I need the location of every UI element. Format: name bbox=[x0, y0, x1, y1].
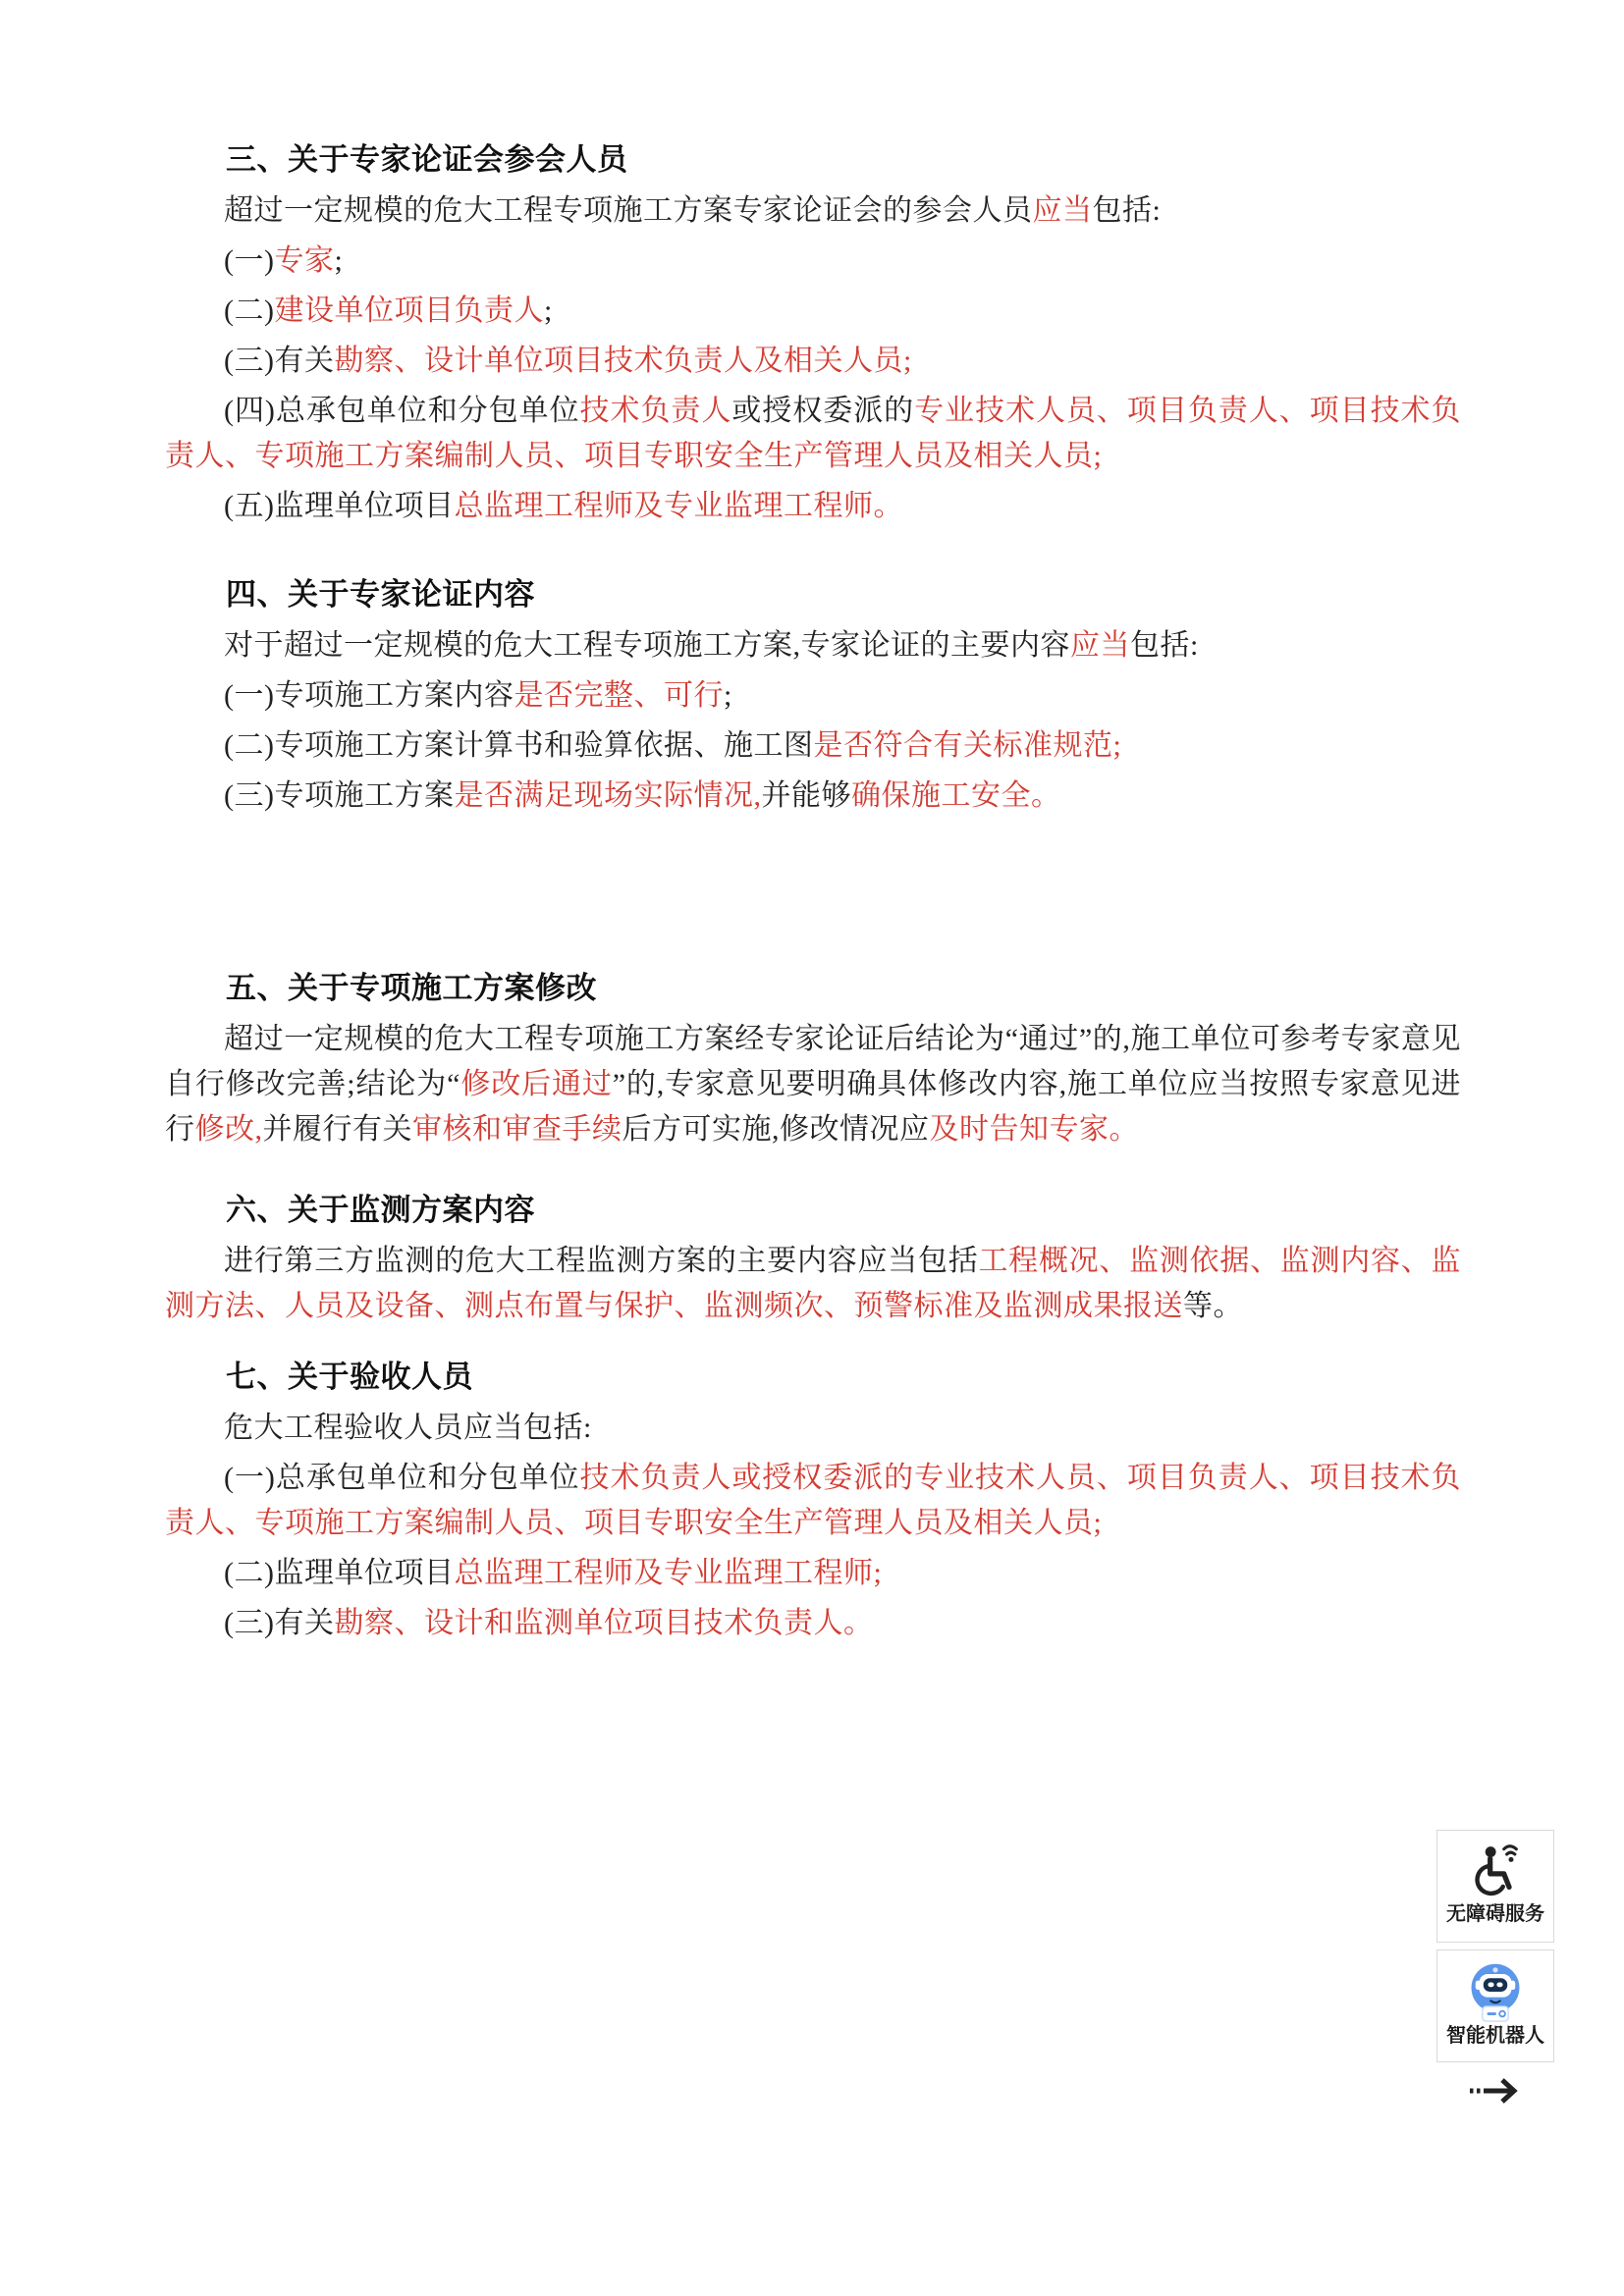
smart-robot-label: 智能机器人 bbox=[1446, 2025, 1544, 2047]
text-run: 或授权委派的 bbox=[731, 395, 915, 427]
document-section bbox=[165, 966, 1461, 1152]
highlighted-text: 应当 bbox=[1032, 194, 1093, 227]
highlighted-text: 确保施工安全。 bbox=[850, 779, 1061, 812]
text-run: (三)专项施工方案 bbox=[224, 779, 455, 812]
text-run: 进行第三方监测的危大工程监测方案的主要内容应当包括 bbox=[224, 1245, 979, 1277]
wheelchair-wifi-icon bbox=[1465, 1840, 1526, 1900]
text-run: 后方可实施,修改情况应 bbox=[622, 1113, 930, 1146]
paragraph bbox=[165, 1456, 1461, 1546]
paragraph bbox=[165, 389, 1461, 479]
document-content bbox=[165, 137, 1461, 1651]
document-section bbox=[165, 1355, 1461, 1646]
text-run: (一)专项施工方案内容 bbox=[224, 679, 514, 712]
document-section bbox=[165, 572, 1461, 819]
dashed-right-arrow-icon[interactable] bbox=[1467, 2075, 1524, 2107]
text-run: ; bbox=[723, 679, 732, 712]
accessibility-service-label: 无障碍服务 bbox=[1446, 1903, 1544, 1925]
highlighted-text: 是否完整、可行 bbox=[514, 679, 724, 712]
highlighted-text: 总监理工程师及专业监理工程师; bbox=[454, 1557, 883, 1589]
section-heading: 七、关于验收人员 bbox=[226, 1360, 473, 1394]
section-heading: 三、关于专家论证会参会人员 bbox=[226, 142, 628, 177]
highlighted-text: 勘察、设计单位项目技术负责人及相关人员; bbox=[334, 345, 912, 377]
text-run: 对于超过一定规模的危大工程专项施工方案,专家论证的主要内容 bbox=[224, 629, 1070, 662]
robot-icon bbox=[1463, 1959, 1528, 2022]
text-run: (五)监理单位项目 bbox=[224, 490, 455, 522]
highlighted-text: 建设单位项目负责人 bbox=[274, 294, 544, 327]
paragraph bbox=[165, 188, 1461, 234]
text-run: (三)有关 bbox=[224, 1607, 335, 1639]
highlighted-text: 总监理工程师及专业监理工程师。 bbox=[454, 490, 903, 522]
highlighted-text: 修改后通过 bbox=[460, 1068, 613, 1100]
paragraph bbox=[165, 484, 1461, 529]
text-run: 并履行有关 bbox=[262, 1113, 412, 1146]
text-run: 超过一定规模的危大工程专项施工方案经专家论证后结论为“通过”的,施工单位可参考专家意见自行修改完善;结论为“ bbox=[165, 1023, 1461, 1100]
text-run: (一) bbox=[224, 244, 275, 277]
paragraph bbox=[165, 1601, 1461, 1646]
paragraph bbox=[165, 289, 1461, 334]
section-heading: 四、关于专家论证内容 bbox=[226, 577, 535, 612]
paragraph bbox=[165, 1406, 1461, 1451]
text-run: 等。 bbox=[1183, 1290, 1243, 1322]
document-section bbox=[165, 1188, 1461, 1329]
text-run: 并能够 bbox=[761, 779, 851, 812]
text-run: ”的,专家意见要明确具体修改内容,施工单位应当按照专家意见进行 bbox=[165, 1068, 1461, 1146]
accessibility-service-widget[interactable] bbox=[1436, 1830, 1554, 1943]
text-run: (四)总承包单位和分包单位 bbox=[224, 395, 580, 427]
highlighted-text: 专业技术人员、项目负责人、项目技术负责人、专项施工方案编制人员、项目专职安全生产管理人员及相关人员; bbox=[165, 395, 1462, 472]
text-run: 超过一定规模的危大工程专项施工方案专家论证会的参会人员 bbox=[224, 194, 1033, 227]
text-run: ; bbox=[334, 244, 344, 277]
paragraph bbox=[165, 673, 1461, 719]
highlighted-text: 审核和审查手续 bbox=[412, 1113, 623, 1146]
paragraph bbox=[165, 339, 1461, 384]
section-heading: 六、关于监测方案内容 bbox=[226, 1193, 535, 1227]
document-section bbox=[165, 137, 1461, 529]
highlighted-text: 技术负责人 bbox=[579, 395, 732, 427]
text-run: 包括: bbox=[1130, 629, 1199, 662]
paragraph bbox=[165, 1017, 1461, 1152]
paragraph bbox=[165, 1239, 1461, 1329]
text-run: (二)监理单位项目 bbox=[224, 1557, 455, 1589]
highlighted-text: 工程概况、监测依据、监测内容、监测方法、人员及设备、测点布置与保护、监测频次、预警标准及监测成果报送 bbox=[165, 1245, 1461, 1322]
highlighted-text: 是否满足现场实际情况, bbox=[454, 779, 762, 812]
paragraph bbox=[165, 239, 1461, 284]
highlighted-text: 专家 bbox=[274, 244, 335, 277]
paragraph bbox=[165, 723, 1461, 769]
paragraph bbox=[165, 774, 1461, 819]
smart-robot-widget[interactable] bbox=[1436, 1949, 1554, 2062]
text-run: (一)总承包单位和分包单位 bbox=[224, 1462, 580, 1494]
text-run: (三)有关 bbox=[224, 345, 335, 377]
highlighted-text: 应当 bbox=[1070, 629, 1130, 662]
paragraph bbox=[165, 1551, 1461, 1596]
highlighted-text: 及时告知专家。 bbox=[929, 1113, 1139, 1146]
highlighted-text: 是否符合有关标准规范; bbox=[813, 729, 1122, 762]
text-run: 包括: bbox=[1092, 194, 1162, 227]
highlighted-text: 修改, bbox=[194, 1113, 263, 1146]
paragraph bbox=[165, 623, 1461, 668]
text-run: (二) bbox=[224, 294, 275, 327]
highlighted-text: 技术负责人或授权委派的专业技术人员、项目负责人、项目技术负责人、专项施工方案编制人员、项目专职安全生产管理人员及相关人员; bbox=[165, 1462, 1462, 1539]
text-run: (二)专项施工方案计算书和验算依据、施工图 bbox=[224, 729, 814, 762]
text-run: 危大工程验收人员应当包括: bbox=[224, 1412, 592, 1444]
section-heading: 五、关于专项施工方案修改 bbox=[226, 971, 597, 1005]
text-run: ; bbox=[543, 294, 553, 327]
highlighted-text: 勘察、设计和监测单位项目技术负责人。 bbox=[334, 1607, 874, 1639]
